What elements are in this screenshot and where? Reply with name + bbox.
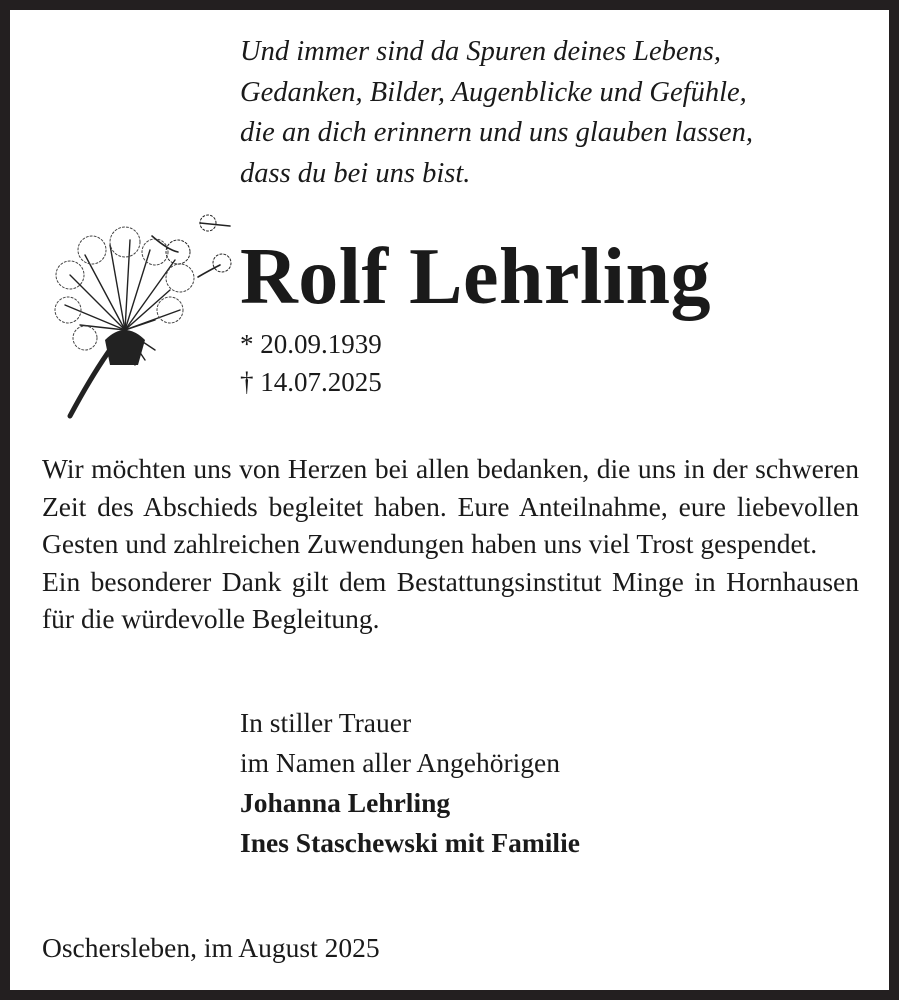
poem-line: Und immer sind da Spuren deines Lebens,: [240, 36, 722, 67]
thanks-text: [42, 450, 859, 638]
place-date: Oschersleben, im August 2025: [42, 932, 380, 963]
life-dates: [240, 325, 382, 401]
birth-date: * 20.09.1939: [240, 329, 382, 359]
signature-line: In stiller Trauer: [240, 707, 412, 738]
death-date: † 14.07.2025: [240, 367, 382, 397]
poem-line: die an dich erinnern und uns glauben lassen,: [240, 117, 753, 148]
mourner-name: Johanna Lehrling: [240, 787, 451, 818]
signature: [240, 703, 580, 863]
thanks-paragraph: Ein besonderer Dank gilt dem Bestattungsinstitut Minge in Hornhausen für die würdevolle Begleitung.: [42, 565, 859, 634]
signature-line: im Namen aller Angehörigen: [240, 747, 560, 778]
mourner-name: Ines Staschewski mit Familie: [240, 827, 580, 858]
poem-line: dass du bei uns bist.: [240, 157, 471, 189]
dandelion-icon: [30, 180, 240, 430]
poem: [240, 32, 753, 194]
thanks-paragraph: Wir möchten uns von Herzen bei allen bedanken, die uns in der schweren Zeit des Abschieds begleitet haben. Eure Anteilnahme, eure liebevollen Gesten und zahlreichen Zuwendungen haben uns viel Trost gespendet.: [42, 453, 859, 559]
deceased-name: Rolf Lehrling: [240, 233, 711, 321]
poem-line: Gedanken, Bilder, Augenblicke und Gefühle,: [240, 76, 747, 108]
